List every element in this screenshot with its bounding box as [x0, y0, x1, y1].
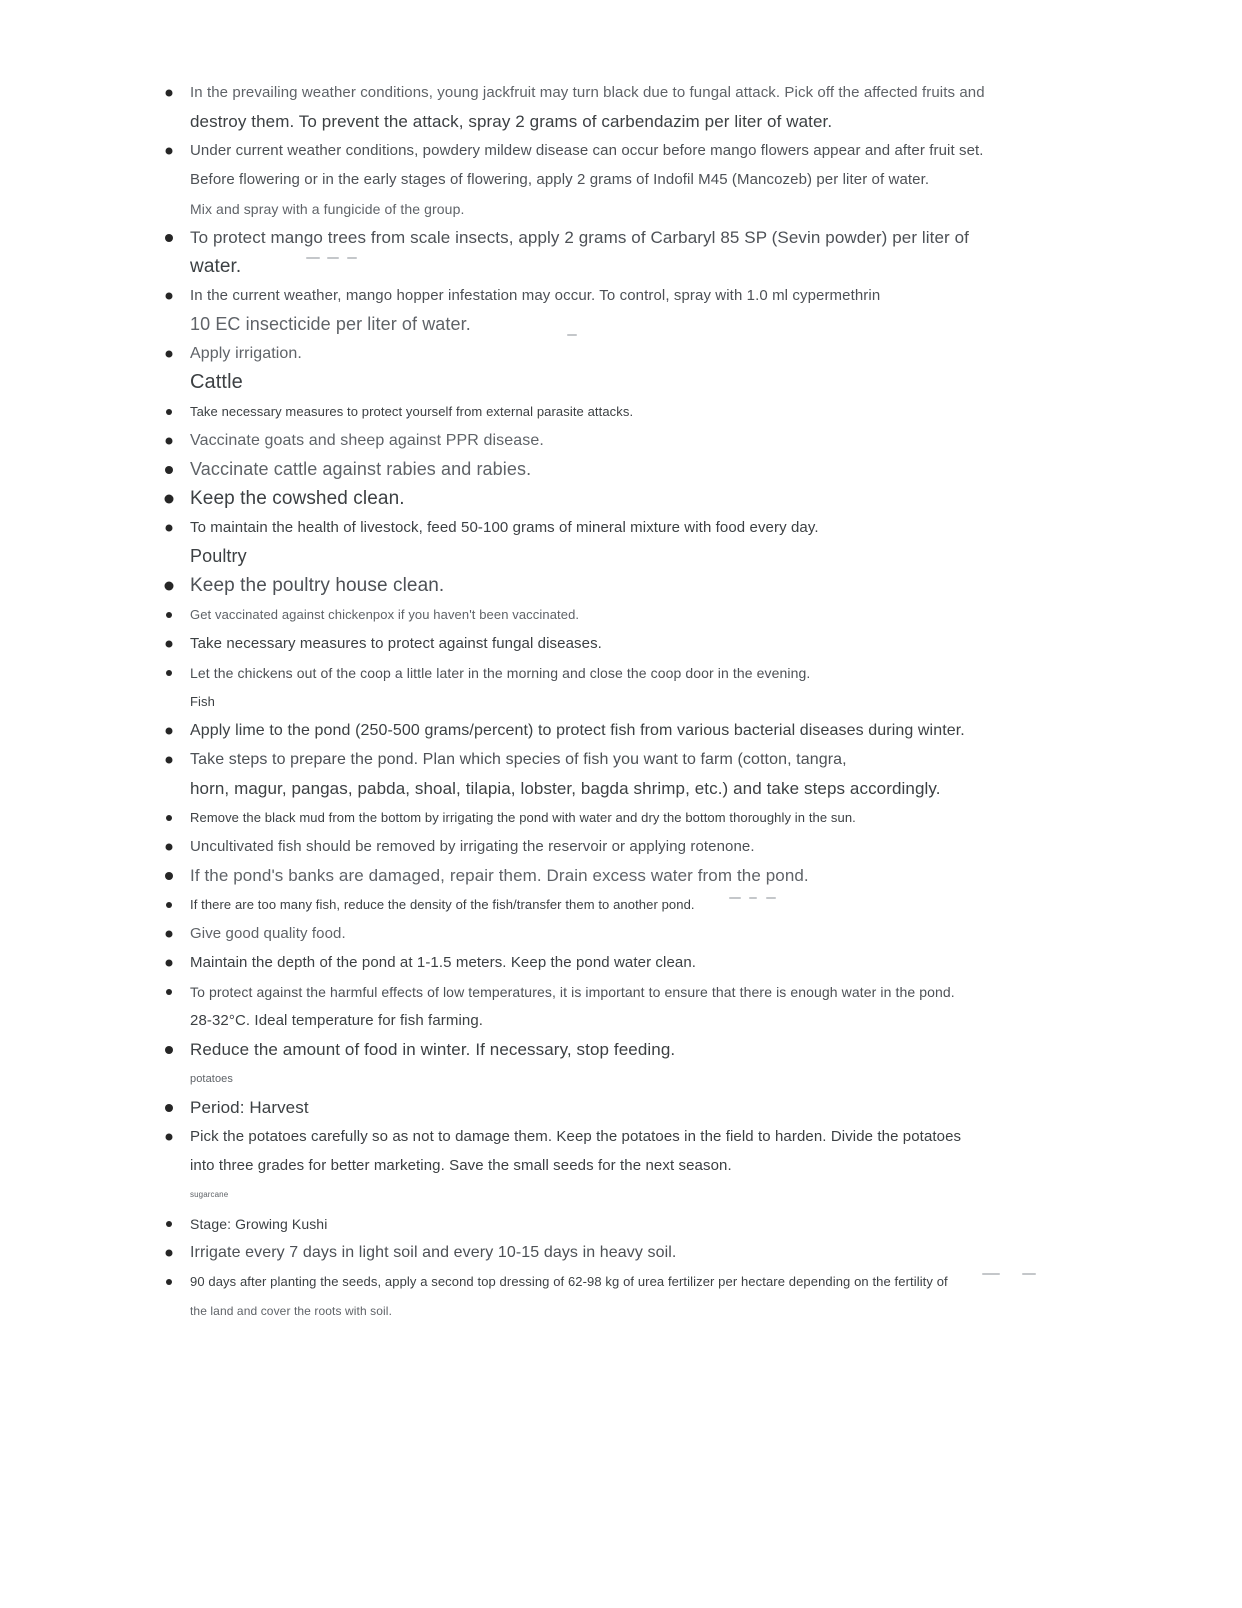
list-item: [0, 600, 1242, 629]
text-line: [0, 310, 1242, 339]
bullet-dot-icon: [165, 872, 173, 880]
text-line: [0, 1151, 1242, 1180]
text-line: [0, 1122, 1242, 1151]
list-item: [0, 339, 1242, 368]
list-item: [0, 397, 1242, 426]
text-line: [0, 1209, 1242, 1238]
bullet-dot-icon: [166, 902, 172, 908]
ink-artifact: [327, 257, 339, 259]
text-content: Let the chickens out of the coop a little later in the morning and close the coop door in the evening.: [190, 664, 811, 681]
ink-artifact: [567, 334, 577, 336]
list-item: [0, 136, 1242, 223]
text-content: 10 EC insecticide per liter of water.: [190, 314, 471, 334]
bullet-dot-icon: [166, 350, 173, 357]
text-content: Get vaccinated against chickenpox if you haven't been vaccinated.: [190, 607, 580, 622]
text-content: Uncultivated fish should be removed by irrigating the reservoir or applying rotenone.: [190, 838, 755, 855]
text-line: [0, 397, 1242, 426]
list-item: [0, 1035, 1242, 1064]
list-item: [0, 745, 1242, 803]
text-line: [0, 948, 1242, 977]
list-item: [0, 223, 1242, 281]
section-label: [0, 687, 1242, 716]
bullet-dot-icon: [166, 756, 173, 763]
list-item: [0, 629, 1242, 658]
ink-artifact: [729, 897, 741, 899]
list-item: [0, 1267, 1242, 1325]
bullet-dot-icon: [165, 466, 173, 474]
list-item: [0, 861, 1242, 890]
bullet-dot-icon: [165, 1104, 173, 1112]
list-item: [0, 658, 1242, 687]
bullet-dot-icon: [166, 437, 173, 444]
text-line: [0, 368, 1242, 397]
text-line: [0, 571, 1242, 600]
bullet-dot-icon: [166, 89, 173, 96]
list-item: [0, 1093, 1242, 1122]
ink-artifact: [306, 257, 320, 259]
text-content: destroy them. To prevent the attack, spray 2 grams of carbendazim per liter of water.: [190, 111, 833, 131]
bullet-dot-icon: [166, 409, 172, 415]
text-line: [0, 107, 1242, 136]
bullet-dot-icon: [166, 292, 173, 299]
list-item: [0, 803, 1242, 832]
bullet-list: [0, 78, 1242, 1325]
bullet-dot-icon: [166, 989, 172, 995]
text-content: Before flowering or in the early stages of flowering, apply 2 grams of Indofil M45 (Mancozeb) per liter of water.: [190, 171, 930, 188]
list-item: [0, 716, 1242, 745]
text-content: Take steps to prepare the pond. Plan which species of fish you want to farm (cotton, tangra,: [190, 750, 847, 768]
text-content: Irrigate every 7 days in light soil and every 10-15 days in heavy soil.: [190, 1243, 677, 1261]
text-content: potatoes: [190, 1072, 234, 1085]
text-line: [0, 1180, 1242, 1209]
text-line: [0, 542, 1242, 571]
bullet-dot-icon: [166, 1221, 172, 1227]
ink-artifact: [766, 897, 776, 899]
text-content: Pick the potatoes carefully so as not to damage them. Keep the potatoes in the field to harden. Divide the potatoes: [190, 1128, 962, 1145]
bullet-dot-icon: [165, 494, 174, 503]
text-line: [0, 1035, 1242, 1064]
list-item: [0, 78, 1242, 136]
text-line: [0, 78, 1242, 107]
bullet-dot-icon: [165, 1046, 173, 1054]
list-item: [0, 1209, 1242, 1238]
bullet-dot-icon: [166, 612, 172, 618]
text-line: [0, 136, 1242, 165]
text-content: Give good quality food.: [190, 925, 346, 942]
text-line: [0, 1093, 1242, 1122]
text-content: Reduce the amount of food in winter. If necessary, stop feeding.: [190, 1039, 676, 1059]
text-content: Under current weather conditions, powdery mildew disease can occur before mango flowers appear and after fruit set.: [190, 142, 984, 159]
text-line: [0, 1296, 1242, 1325]
text-content: Take necessary measures to protect against fungal diseases.: [190, 635, 602, 652]
text-content: Mix and spray with a fungicide of the group.: [190, 200, 465, 217]
text-line: [0, 165, 1242, 194]
list-item: [0, 484, 1242, 513]
list-item: [0, 1122, 1242, 1180]
text-line: [0, 745, 1242, 774]
text-line: [0, 513, 1242, 542]
text-content: into three grades for better marketing. Save the small seeds for the next season.: [190, 1157, 732, 1174]
text-content: Take necessary measures to protect yourself from external parasite attacks.: [190, 404, 634, 419]
text-line: [0, 774, 1242, 803]
bullet-dot-icon: [165, 581, 174, 590]
list-item: [0, 919, 1242, 948]
text-content: Period: Harvest: [190, 1097, 309, 1117]
text-line: [0, 426, 1242, 455]
text-content: 28-32°C. Ideal temperature for fish farming.: [190, 1012, 484, 1029]
list-item: [0, 281, 1242, 339]
bullet-dot-icon: [166, 930, 173, 937]
section-heading: [0, 542, 1242, 571]
text-content: horn, magur, pangas, pabda, shoal, tilapia, lobster, bagda shrimp, etc.) and take steps accordingly.: [190, 778, 941, 798]
text-line: [0, 1238, 1242, 1267]
text-content: water.: [190, 255, 242, 277]
text-line: [0, 252, 1242, 281]
bullet-dot-icon: [166, 1279, 172, 1285]
text-line: [0, 1064, 1242, 1093]
text-line: [0, 1267, 1242, 1296]
text-line: [0, 1006, 1242, 1035]
bullet-dot-icon: [166, 1249, 173, 1256]
text-line: [0, 832, 1242, 861]
list-item: [0, 513, 1242, 542]
bullet-dot-icon: [165, 234, 173, 242]
text-content: Keep the poultry house clean.: [190, 574, 445, 596]
text-content: In the prevailing weather conditions, young jackfruit may turn black due to fungal attack. Pick off the affected fruits and: [190, 84, 985, 101]
text-line: [0, 339, 1242, 368]
text-line: [0, 890, 1242, 919]
ink-artifact: [982, 1273, 1000, 1275]
list-item: [0, 890, 1242, 919]
list-item: [0, 455, 1242, 484]
list-item: [0, 948, 1242, 977]
text-line: [0, 861, 1242, 890]
text-line: [0, 716, 1242, 745]
text-content: To protect mango trees from scale insects, apply 2 grams of Carbaryl 85 SP (Sevin powder) per liter of: [190, 227, 970, 247]
text-content: In the current weather, mango hopper infestation may occur. To control, spray with 1.0 ml cypermethrin: [190, 287, 881, 304]
text-content: Keep the cowshed clean.: [190, 487, 405, 509]
bullet-dot-icon: [166, 640, 173, 647]
section-label: [0, 1064, 1242, 1093]
text-line: [0, 600, 1242, 629]
text-content: Cattle: [190, 371, 243, 393]
text-line: [0, 977, 1242, 1006]
text-content: Apply irrigation.: [190, 344, 302, 362]
text-line: [0, 484, 1242, 513]
text-content: If there are too many fish, reduce the density of the fish/transfer them to another pond.: [190, 897, 695, 912]
text-content: If the pond's banks are damaged, repair them. Drain excess water from the pond.: [190, 865, 809, 885]
bullet-dot-icon: [166, 670, 172, 676]
text-line: [0, 658, 1242, 687]
text-content: To protect against the harmful effects of low temperatures, it is important to ensure that there is enough water in the pond.: [190, 983, 955, 1000]
text-line: [0, 687, 1242, 716]
text-content: Remove the black mud from the bottom by irrigating the pond with water and dry the bottom thoroughly in the sun.: [190, 810, 856, 825]
bullet-dot-icon: [166, 727, 173, 734]
bullet-dot-icon: [166, 524, 173, 531]
section-label: [0, 1180, 1242, 1209]
text-content: Vaccinate goats and sheep against PPR disease.: [190, 431, 544, 449]
text-content: Fish: [190, 694, 215, 709]
bullet-dot-icon: [166, 815, 172, 821]
list-item: [0, 426, 1242, 455]
text-line: [0, 281, 1242, 310]
ink-artifact: [347, 257, 357, 259]
text-content: the land and cover the roots with soil.: [190, 1303, 393, 1318]
text-content: sugarcane: [190, 1190, 229, 1199]
list-item: [0, 832, 1242, 861]
bullet-dot-icon: [166, 1133, 173, 1140]
text-line: [0, 223, 1242, 252]
text-line: [0, 919, 1242, 948]
text-content: Maintain the depth of the pond at 1-1.5 meters. Keep the pond water clean.: [190, 954, 697, 971]
text-line: [0, 194, 1242, 223]
ink-artifact: [749, 897, 757, 899]
bullet-dot-icon: [166, 959, 173, 966]
text-line: [0, 803, 1242, 832]
text-content: Vaccinate cattle against rabies and rabies.: [190, 459, 532, 479]
bullet-dot-icon: [166, 147, 173, 154]
ink-artifact: [1022, 1273, 1036, 1275]
list-item: [0, 977, 1242, 1035]
section-heading: [0, 368, 1242, 397]
text-line: [0, 455, 1242, 484]
text-content: Apply lime to the pond (250-500 grams/percent) to protect fish from various bacterial diseases during winter.: [190, 721, 965, 739]
text-content: 90 days after planting the seeds, apply a second top dressing of 62-98 kg of urea fertilizer per hectare depending on the fertility of: [190, 1274, 948, 1289]
bullet-dot-icon: [166, 843, 173, 850]
list-item: [0, 571, 1242, 600]
list-item: [0, 1238, 1242, 1267]
text-content: Stage: Growing Kushi: [190, 1215, 328, 1232]
text-content: Poultry: [190, 546, 247, 566]
text-content: To maintain the health of livestock, feed 50-100 grams of mineral mixture with food every day.: [190, 519, 819, 536]
text-line: [0, 629, 1242, 658]
